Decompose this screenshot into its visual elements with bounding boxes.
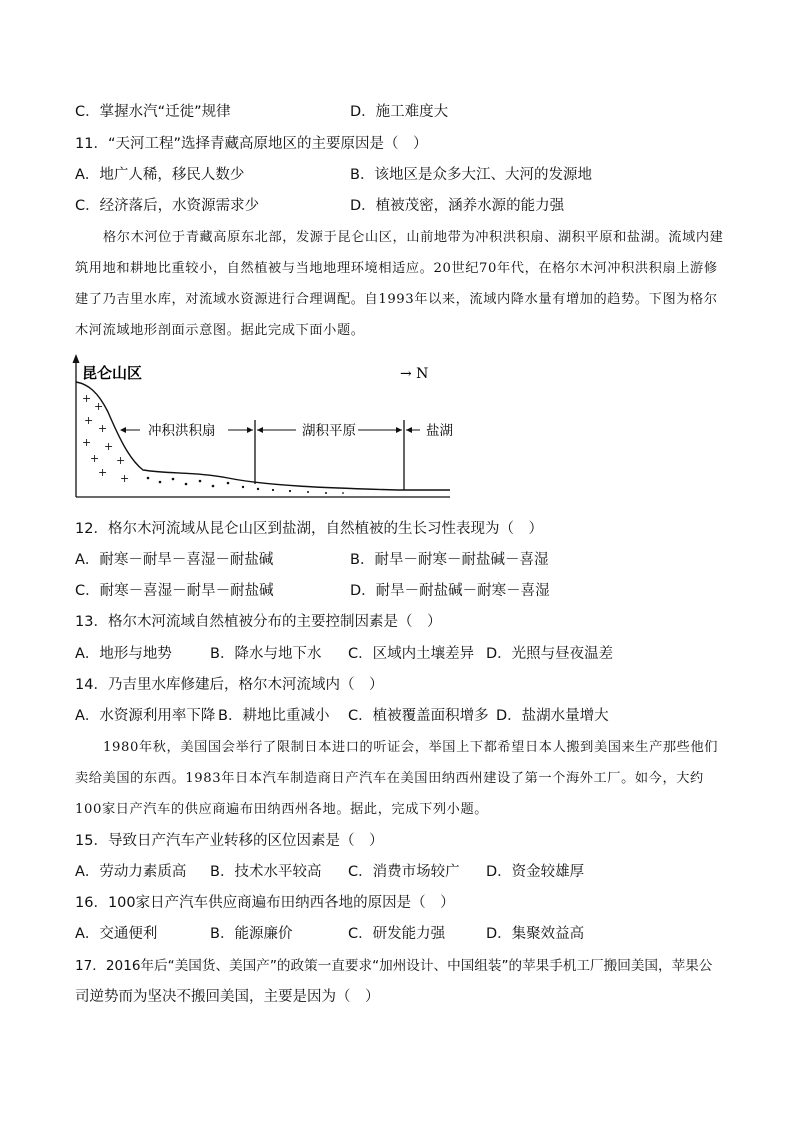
svg-text:+: + <box>82 436 92 449</box>
q13-option-a: A．地形与地势 <box>75 646 172 662</box>
axis-arrow-icon <box>73 354 80 363</box>
q11-option-d: D．植被茂密，涵养水源的能力强 <box>350 198 565 214</box>
q16-option-c: C．研发能力强 <box>348 926 446 942</box>
lacustrine-plain-label: 湖积平原 <box>302 423 356 439</box>
passage-golmud-river <box>75 222 725 346</box>
svg-text:+: + <box>82 392 92 405</box>
q16-option-b: B．能源廉价 <box>210 926 293 942</box>
q16-stem: 16．100家日产汽车供应商遍布田纳西各地的原因是（ ） <box>75 895 455 911</box>
svg-text:+: + <box>98 422 108 435</box>
svg-text:+: + <box>120 472 130 485</box>
q17-stem-line2: 司逆势而为坚决不搬回美国，主要是因为（ ） <box>75 989 380 1005</box>
kunlun-mountains-label: 昆仑山区 <box>82 364 143 382</box>
svg-text:+: + <box>98 466 108 479</box>
svg-text:+: + <box>94 400 104 413</box>
q15-option-c: C．消费市场较广 <box>348 864 460 880</box>
north-arrow-label: → N <box>400 366 429 382</box>
q11-option-c: C．经济落后，水资源需求少 <box>75 198 260 214</box>
q10-option-d: D．施工难度大 <box>350 104 449 120</box>
passage-nissan-text: 1980年秋，美国国会举行了限制日本进口的听证会，举国上下都希望日本人搬到美国来生产那些他们卖给美国的东西。1983年日本汽车制造商日产汽车在美国田纳西州建设了第一个海外工厂。如今，大约100家日产汽车的供应商遍布田纳西州各地。据此，完成下列小题。 <box>75 740 719 817</box>
q10-option-c: C．掌握水汽“迁徙”规律 <box>75 104 231 120</box>
svg-text:+: + <box>84 414 94 427</box>
q12-option-d: D．耐旱－耐盐碱－耐寒－喜湿 <box>350 583 550 599</box>
q15-option-a: A．劳动力素质高 <box>75 864 187 880</box>
q12-stem: 12．格尔木河流域从昆仑山区到盐湖，自然植被的生长习性表现为（ ） <box>75 521 543 537</box>
sediment-dot-pattern <box>147 477 344 494</box>
q12-option-b: B．耐旱－耐寒－耐盐碱－喜湿 <box>350 552 549 568</box>
q14-option-c: C．植被覆盖面积增多 <box>348 708 489 724</box>
passage-nissan <box>75 732 725 825</box>
q13-stem: 13．格尔木河流域自然植被分布的主要控制因素是（ ） <box>75 614 442 630</box>
q13-option-b: B．降水与地下水 <box>210 646 322 662</box>
svg-text:+: + <box>116 454 126 467</box>
q11-option-a: A．地广人稀，移民人数少 <box>75 167 245 183</box>
q15-stem: 15．导致日产汽车产业转移的区位因素是（ ） <box>75 833 384 849</box>
q14-option-a: A．水资源利用率下降 <box>75 708 216 724</box>
q16-option-a: A．交通便利 <box>75 926 158 942</box>
q15-option-b: B．技术水平较高 <box>210 864 322 880</box>
q11-option-b: B．该地区是众多大江、大河的发源地 <box>350 167 592 183</box>
q12-option-c: C．耐寒－喜湿－耐旱－耐盐碱 <box>75 583 274 599</box>
q14-stem: 14．乃吉里水库修建后，格尔木河流域内（ ） <box>75 677 384 693</box>
alluvial-fan-label: 冲积洪积扇 <box>148 423 216 439</box>
q17-stem-line1: 17．2016年后“美国货、美国产”的政策一直要求“加州设计、中国组装”的苹果手机工厂搬回美国，苹果公 <box>75 958 713 974</box>
q12-option-a: A．耐寒－耐旱－喜湿－耐盐碱 <box>75 552 274 568</box>
q11-stem: 11．“天河工程”选择青藏高原地区的主要原因是（ ） <box>75 136 428 152</box>
salt-lake-label: 盐湖 <box>426 423 453 439</box>
q14-option-d: D．盐湖水量增大 <box>496 708 609 724</box>
passage-golmud-text: 格尔木河位于青藏高原东北部，发源于昆仑山区，山前地带为冲积洪积扇、湖积平原和盐湖。流域内建筑用地和耕地比重较小，自然植被与当地地理环境相适应。20世纪70年代，在格尔木河冲积洪积扇上游修建了乃吉里水库，对流域水资源进行合理调配。自1993年以来，流域内降水量有增加的趋势。下图为格尔木河流域地形剖面示意图。据此完成下面小题。 <box>75 230 724 338</box>
q14-option-b: B．耕地比重减小 <box>218 708 330 724</box>
mountain-rock-pattern <box>82 392 129 485</box>
terrain-profile-line <box>76 382 450 490</box>
q13-option-c: C．区域内土壤差异 <box>348 646 475 662</box>
q15-option-d: D．资金较雄厚 <box>486 864 585 880</box>
q13-option-d: D．光照与昼夜温差 <box>486 646 614 662</box>
terrain-profile-figure <box>68 352 458 506</box>
svg-text:+: + <box>90 452 100 465</box>
svg-text:+: + <box>104 440 114 453</box>
q16-option-d: D．集聚效益高 <box>486 926 585 942</box>
